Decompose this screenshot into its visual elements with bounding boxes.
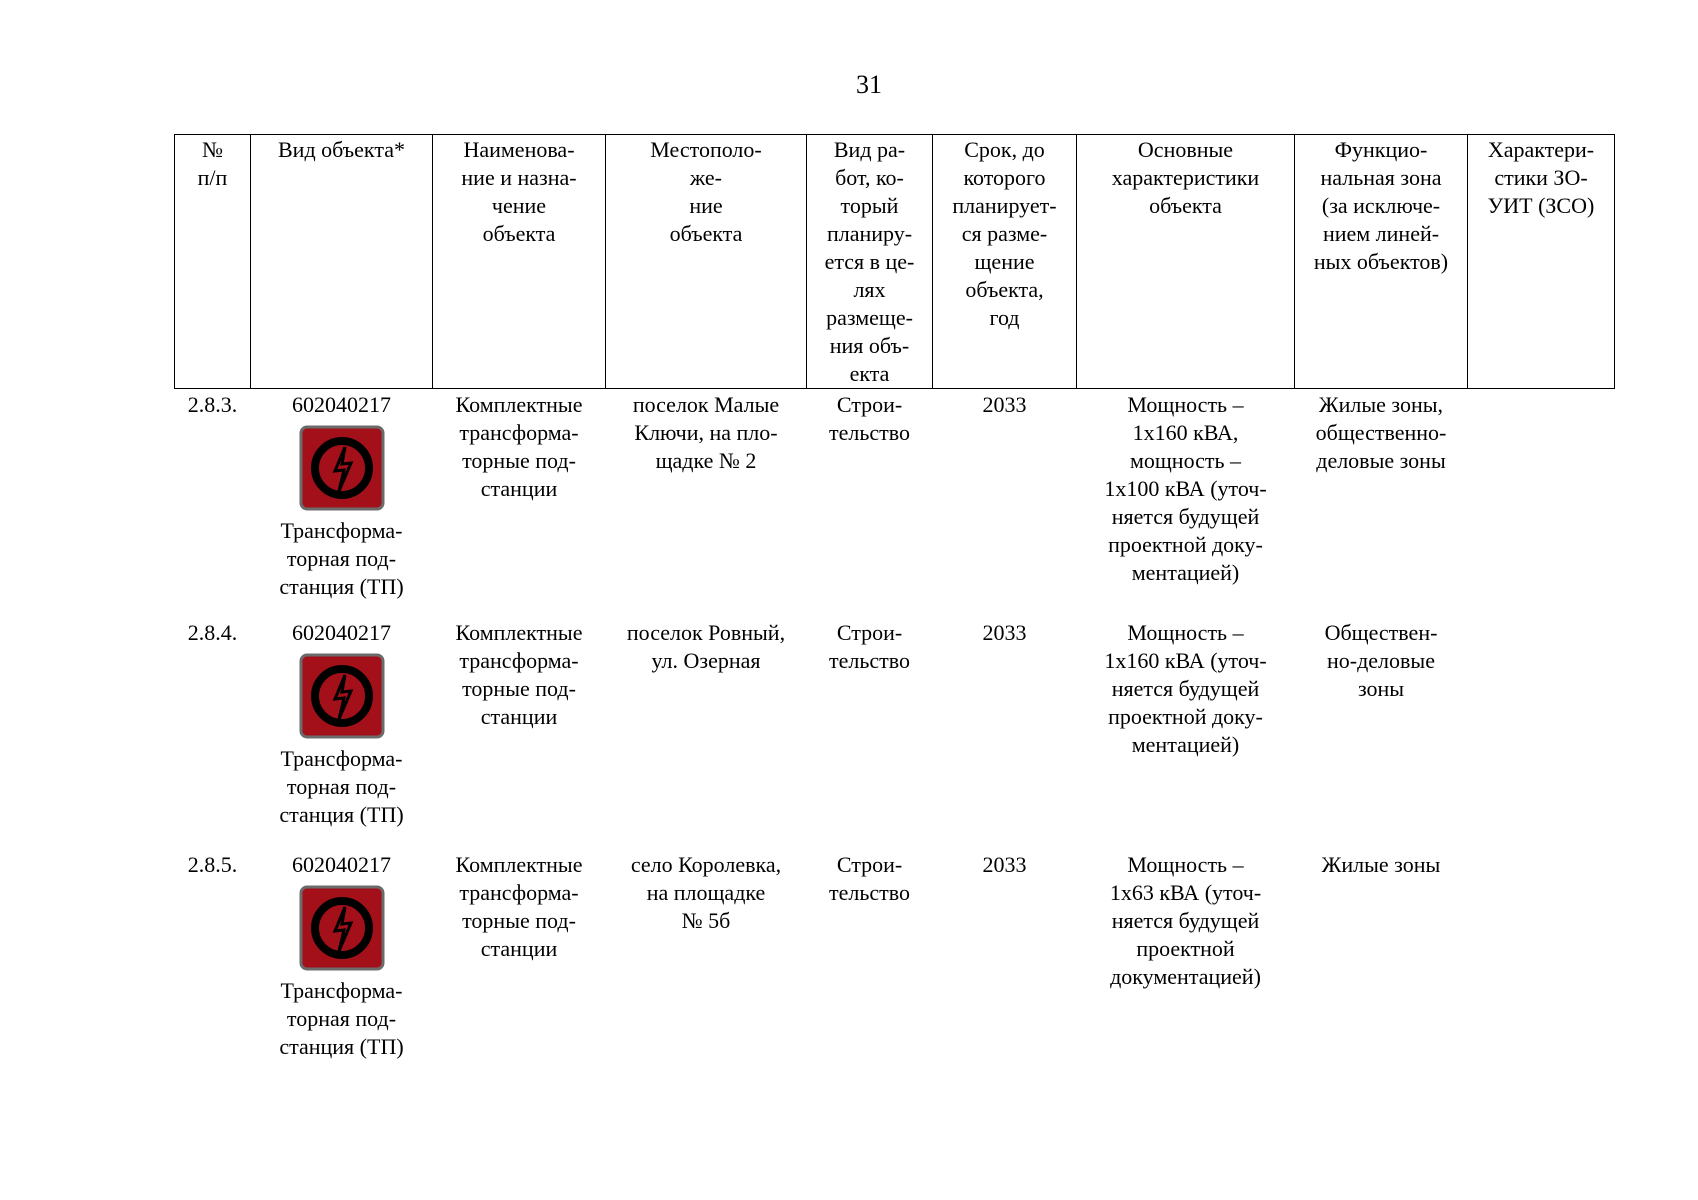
cell-functional-zone: Обществен- но-деловые зоны <box>1324 620 1438 701</box>
header-location: Местополо- же- ние объекта <box>606 135 807 389</box>
cell-functional-zone: Жилые зоны <box>1321 852 1441 877</box>
page-number: 31 <box>856 70 882 99</box>
cell-year: 2033 <box>982 852 1027 877</box>
cell-location: село Королевка, на площадке № 5б <box>630 852 782 933</box>
object-label: Трансформа- торная под- станция (ТП) <box>279 978 404 1059</box>
cell-number: 2.8.3. <box>187 392 238 417</box>
objects-table <box>174 134 1615 1071</box>
cell-year: 2033 <box>982 620 1027 645</box>
cell-name: Комплектные трансформа- торные под- станции <box>455 392 583 501</box>
cell-object-type <box>251 389 433 620</box>
cell-functional-zone: Жилые зоны, общественно- деловые зоны <box>1315 392 1447 473</box>
header-object-type: Вид объекта* <box>251 135 433 389</box>
cell-work-type: Строи- тельство <box>828 392 910 445</box>
cell-zouit <box>1468 619 1615 851</box>
header-work-type: Вид ра- бот, ко- торый планиру- ется в це- лях размеще- ния объ- екта <box>807 135 933 389</box>
cell-work-type: Строи- тельство <box>828 620 910 673</box>
cell-number: 2.8.5. <box>187 852 238 877</box>
object-label: Трансформа- торная под- станция (ТП) <box>279 518 404 599</box>
cell-name: Комплектные трансформа- торные под- станции <box>455 852 583 961</box>
cell-characteristics: Мощность – 1х160 кВА, мощность – 1х100 кВА (уточ- няется будущей проектной доку- ментацией) <box>1104 392 1267 585</box>
object-code: 602040217 <box>292 852 391 877</box>
header-characteristics: Основные характеристики объекта <box>1077 135 1295 389</box>
header-zouit: Характери- стики ЗО- УИТ (ЗСО) <box>1468 135 1615 389</box>
table-header-row <box>175 135 1615 389</box>
cell-work-type: Строи- тельство <box>828 852 910 905</box>
header-functional-zone: Функцио- нальная зона (за исключе- нием линей- ных объектов) <box>1295 135 1468 389</box>
object-code: 602040217 <box>292 392 391 417</box>
table-row <box>175 619 1615 851</box>
cell-zouit <box>1468 389 1615 620</box>
cell-location: поселок Малые Ключи, на пло- щадке № 2 <box>632 392 780 473</box>
table-row <box>175 851 1615 1071</box>
header-deadline: Срок, до которого планирует- ся разме- щение объекта, год <box>933 135 1077 389</box>
cell-name: Комплектные трансформа- торные под- станции <box>455 620 583 729</box>
transformer-substation-icon <box>299 885 385 971</box>
object-code: 602040217 <box>292 620 391 645</box>
transformer-substation-icon <box>299 653 385 739</box>
transformer-substation-icon <box>299 425 385 511</box>
table-row <box>175 389 1615 620</box>
header-number: № п/п <box>175 135 251 389</box>
cell-object-type <box>251 619 433 851</box>
cell-object-type <box>251 851 433 1071</box>
cell-characteristics: Мощность – 1х63 кВА (уточ- няется будущей проектной документацией) <box>1109 852 1262 989</box>
cell-number: 2.8.4. <box>187 620 238 645</box>
object-label: Трансформа- торная под- станция (ТП) <box>279 746 404 827</box>
cell-location: поселок Ровный, ул. Озерная <box>626 620 786 673</box>
cell-characteristics: Мощность – 1х160 кВА (уточ- няется будущей проектной доку- ментацией) <box>1104 620 1267 757</box>
header-name: Наименова- ние и назна- чение объекта <box>433 135 606 389</box>
cell-zouit <box>1468 851 1615 1071</box>
cell-year: 2033 <box>982 392 1027 417</box>
